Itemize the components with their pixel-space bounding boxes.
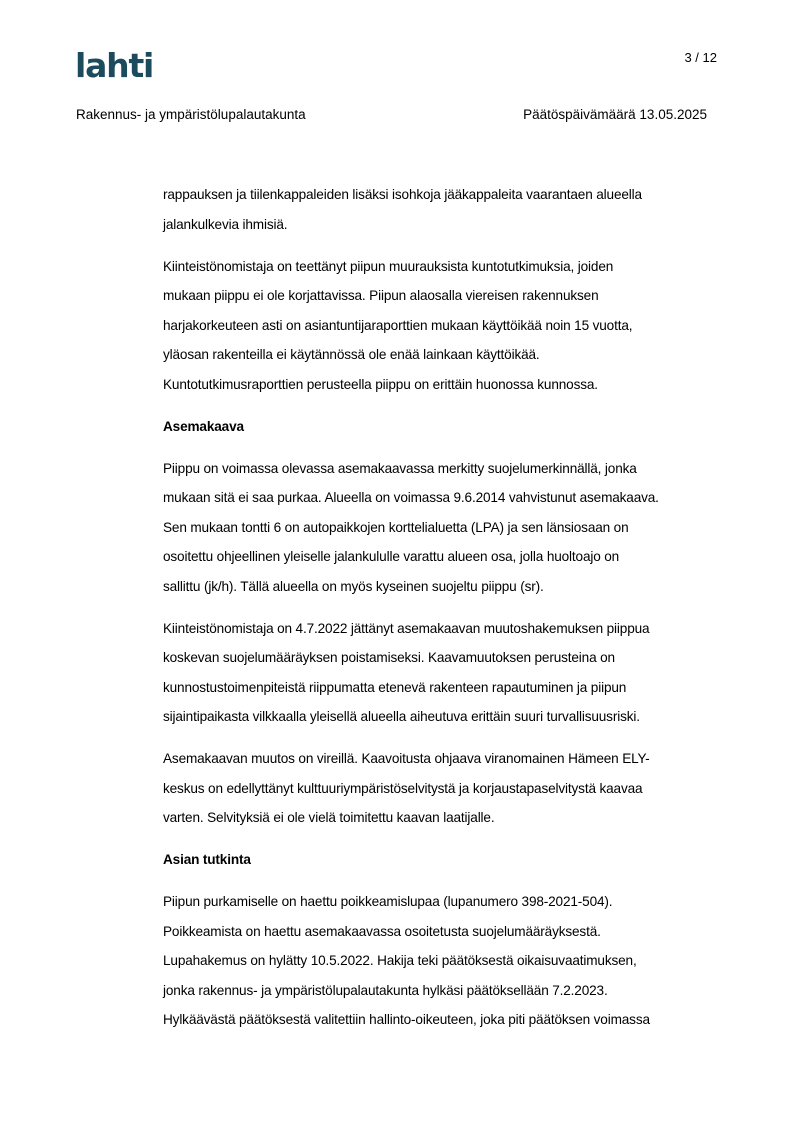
paragraph-line: rappauksen ja tiilenkappaleiden lisäksi isohkoja jääkappaleita vaarantaen alueella <box>163 187 642 202</box>
paragraph-line: Kiinteistönomistaja on teettänyt piipun muurauksista kuntotutkimuksia, joiden <box>163 258 614 274</box>
paragraph-line: mukaan piippu ei ole korjattavissa. Piipun alaosalla viereisen rakennuksen <box>163 288 599 303</box>
decision-date: Päätöspäivämäärä 13.05.2025 <box>523 107 707 122</box>
header-row <box>76 107 707 122</box>
section-heading: Asemakaava <box>163 418 244 434</box>
paragraph <box>163 454 723 602</box>
page-number: 3 / 12 <box>684 50 717 65</box>
organization-name: Rakennus- ja ympäristölupalautakunta <box>76 107 306 122</box>
paragraph-line: Poikkeamista on haettu asemakaavassa osoitetusta suojelumääräyksestä. <box>163 923 601 939</box>
paragraph-line: jonka rakennus- ja ympäristölupalautakunta hylkäsi päätöksellään 7.2.2023. <box>163 982 608 998</box>
paragraph-line: yläosan rakenteilla ei käytännössä ole enää lainkaan käyttöikää. <box>163 347 540 362</box>
paragraph-line: Kiinteistönomistaja on 4.7.2022 jättänyt asemakaavan muutoshakemuksen piippua <box>163 620 650 636</box>
paragraph <box>163 180 723 239</box>
paragraph-line: osoitettu ohjeellinen yleiselle jalankululle varattu alueen osa, jolla huoltoajo on <box>163 549 620 564</box>
paragraph-line: Lupahakemus on hylätty 10.5.2022. Hakija teki päätöksestä oikaisuvaatimuksen, <box>163 953 637 968</box>
logo: lahti <box>75 46 154 85</box>
paragraph-line: keskus on edellyttänyt kulttuuriympäristöselvitystä ja korjaustapaselvitystä kaavaa <box>163 780 643 796</box>
section-heading: Asian tutkinta <box>163 852 251 867</box>
paragraph <box>163 614 723 732</box>
paragraph-line: mukaan sitä ei saa purkaa. Alueella on voimassa 9.6.2014 vahvistunut asemakaava. <box>163 490 659 505</box>
paragraph-line: Hylkäävästä päätöksestä valitettiin hallinto-oikeuteen, joka piti päätöksen voimassa <box>163 1012 650 1027</box>
paragraph-line: sijaintipaikasta vilkkaalla yleisellä alueella aiheutuva erittäin suuri turvallisuusriski. <box>163 709 640 724</box>
paragraph-line: Asemakaavan muutos on vireillä. Kaavoitusta ohjaava viranomainen Hämeen ELY- <box>163 751 650 766</box>
paragraph <box>163 887 723 1035</box>
paragraph-line: Piippu on voimassa olevassa asemakaavassa merkitty suojelumerkinnällä, jonka <box>163 460 637 476</box>
paragraph-line: Kuntotutkimusraporttien perusteella piippu on erittäin huonossa kunnossa. <box>163 376 598 392</box>
paragraph-line: sallittu (jk/h). Tällä alueella on myös kyseinen suojeltu piippu (sr). <box>163 578 544 594</box>
paragraph-line: varten. Selvityksiä ei ole vielä toimitettu kaavan laatijalle. <box>163 810 495 825</box>
paragraph-line: kunnostustoimenpiteistä riippumatta etenevä rakenteen rapautuminen ja piipun <box>163 679 627 695</box>
paragraph <box>163 252 723 400</box>
paragraph-line: koskevan suojelumääräyksen poistamiseksi. Kaavamuutoksen perusteina on <box>163 650 615 665</box>
document-body <box>163 180 723 1047</box>
paragraph <box>163 744 723 833</box>
paragraph-line: harjakorkeuteen asti on asiantuntijaraporttien mukaan käyttöikää noin 15 vuotta, <box>163 317 633 333</box>
paragraph-line: Piipun purkamiselle on haettu poikkeamislupaa (lupanumero 398-2021-504). <box>163 894 613 909</box>
paragraph-line: jalankulkevia ihmisiä. <box>163 216 288 232</box>
paragraph-line: Sen mukaan tontti 6 on autopaikkojen korttelialuetta (LPA) ja sen länsiosaan on <box>163 519 629 535</box>
